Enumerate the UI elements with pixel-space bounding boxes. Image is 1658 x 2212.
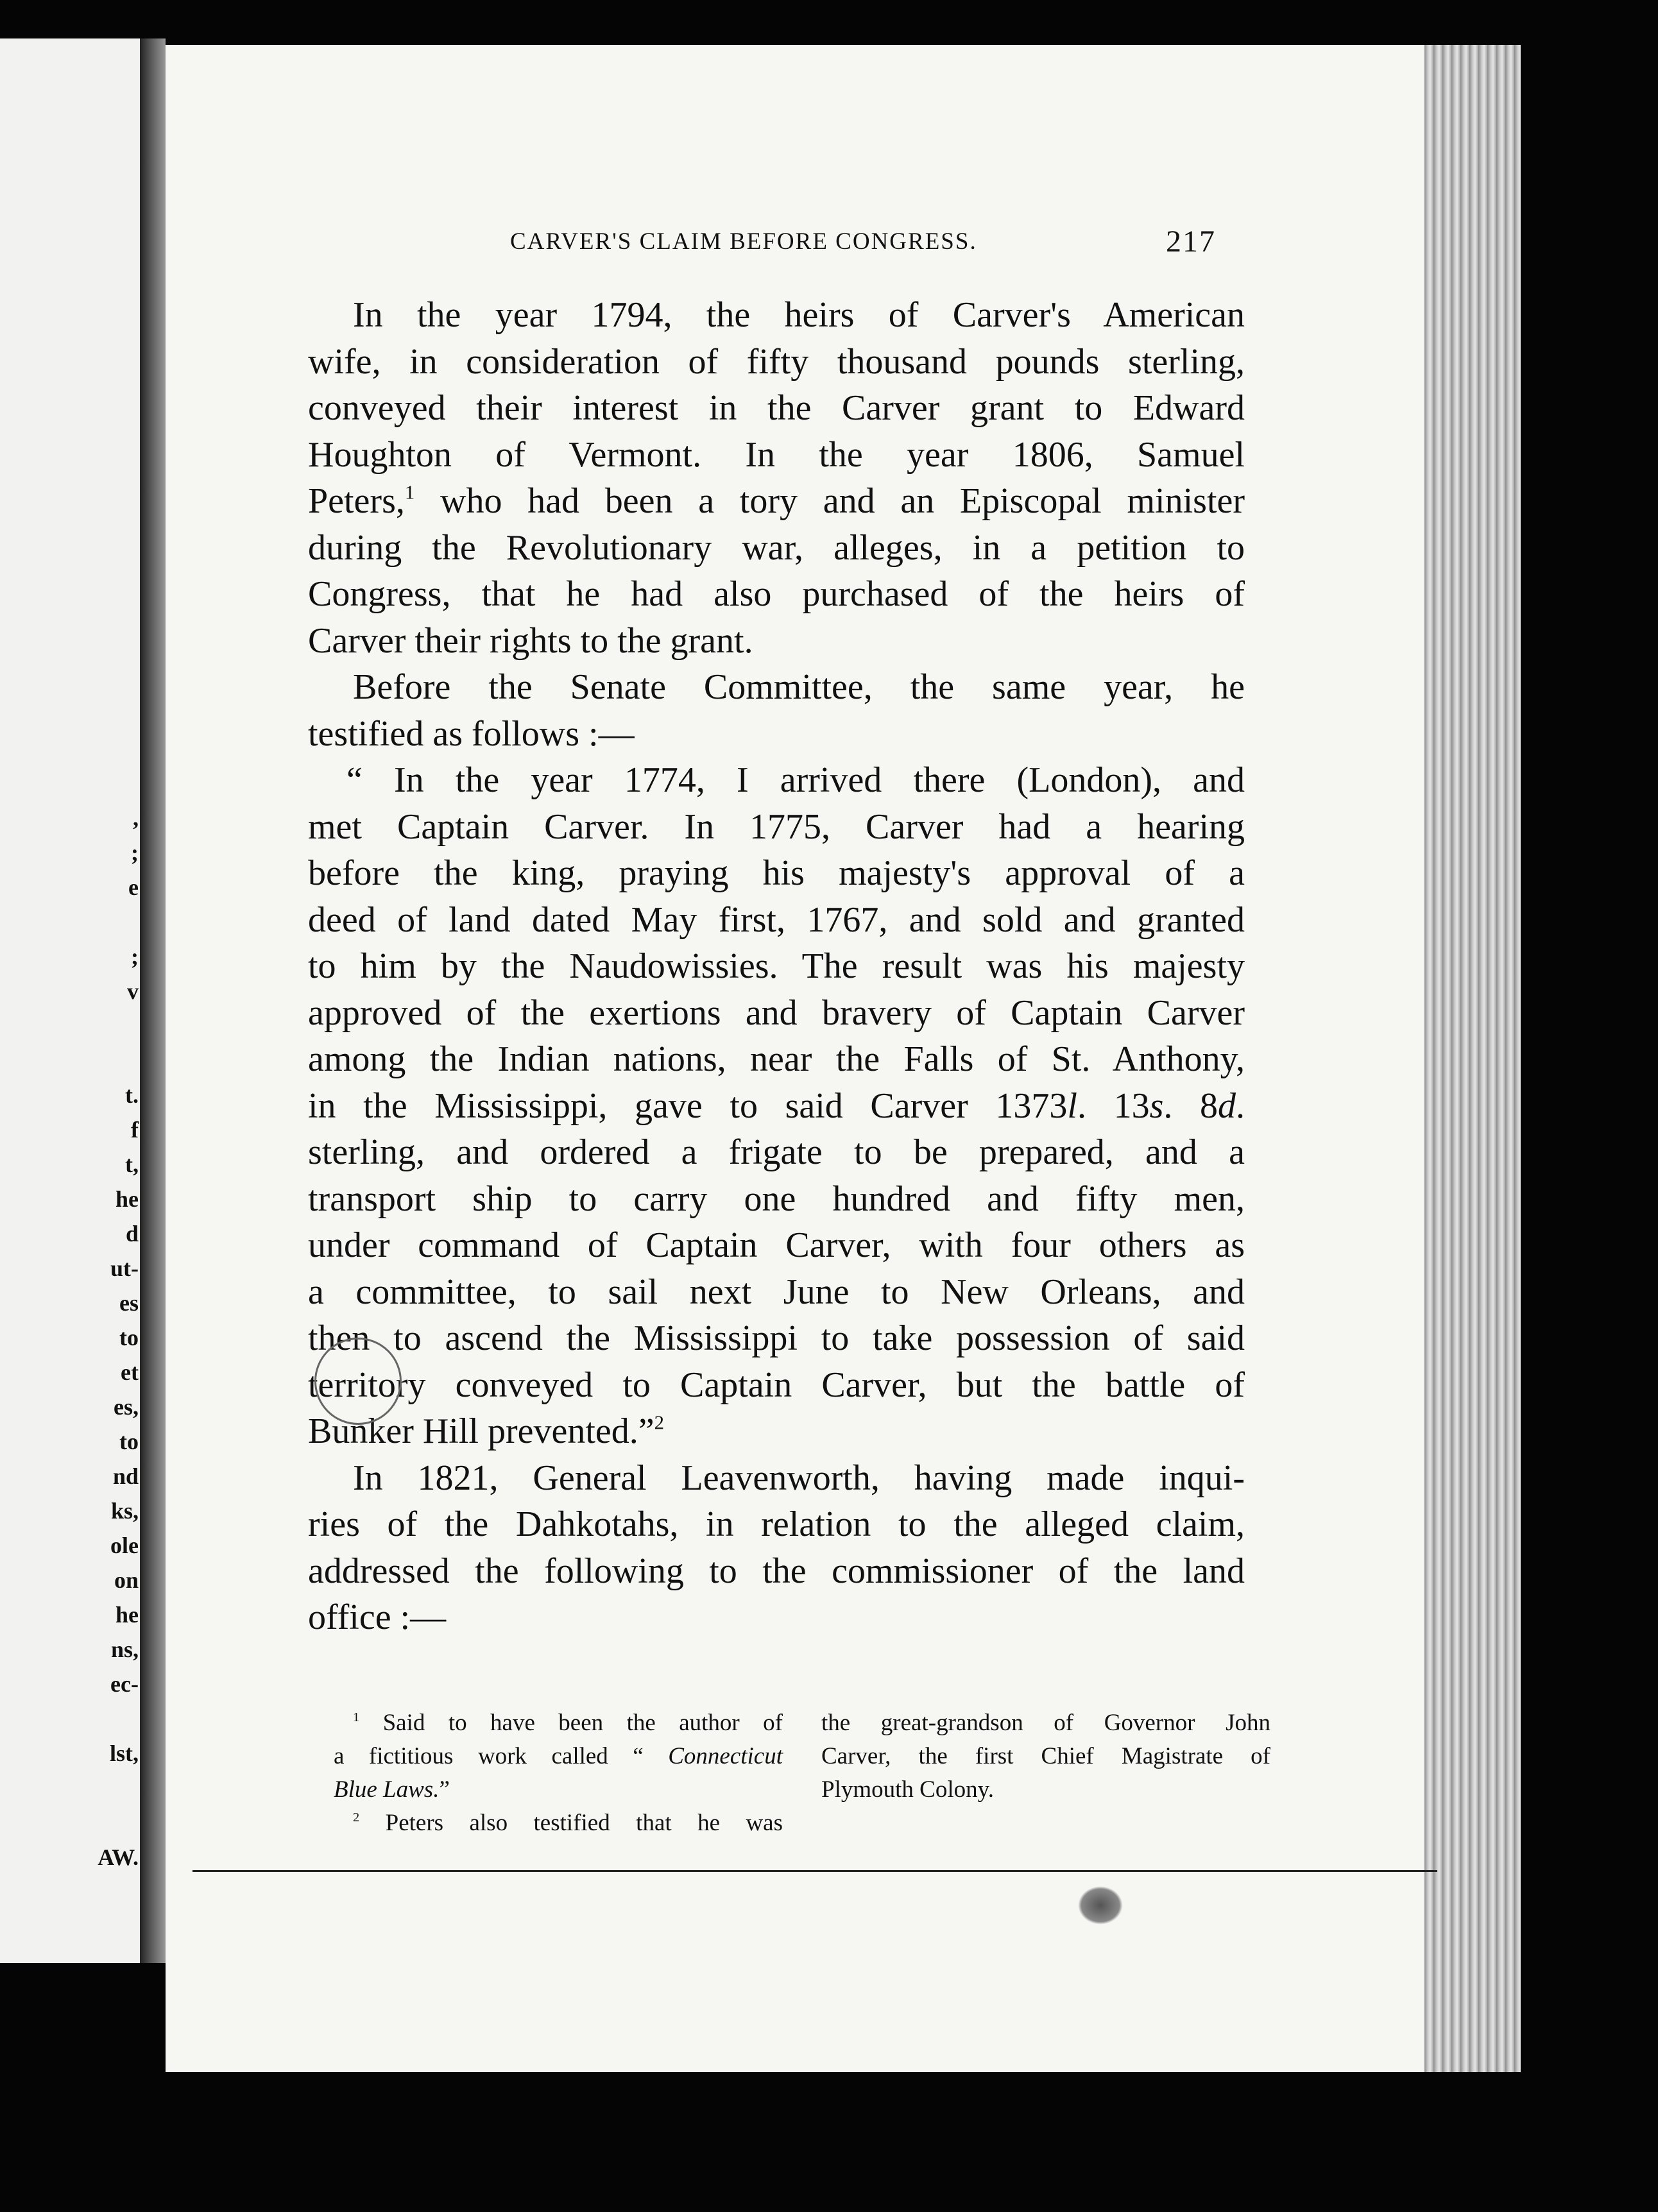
- footnote-line: $^1$ Said to have been the author of: [353, 1710, 783, 1736]
- left-page-fragment-line: [0, 627, 148, 662]
- left-page-fragment-line: ks,: [110, 1498, 139, 1524]
- left-page-fragment-line: [0, 1043, 148, 1078]
- text-line: “ In the year 1774, I arrived there (London), and: [346, 760, 1245, 800]
- text-line: conveyed their interest in the Carver grant to Edward: [308, 388, 1245, 428]
- left-page-fragment-line: [0, 489, 148, 523]
- text-line: then to ascend the Mississippi to take possession of said: [308, 1318, 1245, 1358]
- text-line: testified as follows :—: [308, 713, 635, 754]
- book-gutter: [140, 38, 166, 1963]
- page-header: [346, 225, 1232, 266]
- left-page-fragment-line: ec-: [110, 1671, 139, 1697]
- left-page-fragment-line: [0, 108, 148, 142]
- left-page-fragment-line: [0, 281, 148, 316]
- text-line: sterling, and ordered a frigate to be prepared, and a: [308, 1132, 1245, 1172]
- ink-stain: [1078, 1886, 1123, 1925]
- footnotes: [334, 1706, 1270, 1860]
- left-page-fragment-line: es: [119, 1290, 139, 1316]
- left-page-fragment-line: [0, 1805, 148, 1840]
- text-line: approved of the exertions and bravery of Captain Carver: [308, 992, 1245, 1033]
- left-page-fragment-line: ole: [110, 1533, 139, 1558]
- text-line: during the Revolutionary war, alleges, in a petition to: [308, 527, 1245, 568]
- left-page-fragment-line: [0, 1008, 148, 1043]
- footnote-column-left: [334, 1706, 783, 1840]
- left-page-fragment-line: d: [125, 1221, 139, 1246]
- footnote-line: Plymouth Colony.: [821, 1776, 994, 1803]
- text-line: under command of Captain Carver, with four others as: [308, 1225, 1245, 1265]
- text-line: Houghton of Vermont. In the year 1806, Samuel: [308, 434, 1245, 475]
- text-line: Congress, that he had also purchased of the heirs of: [308, 574, 1245, 614]
- text-line: to him by the Naudowissies. The result was his majesty: [308, 946, 1245, 986]
- left-page-fragment-line: t.: [125, 1082, 139, 1108]
- text-line: Bunker Hill prevented.”$^2$: [308, 1411, 665, 1451]
- left-page-fragment-line: [0, 177, 148, 212]
- left-page-fragment-line: [0, 593, 148, 627]
- left-page-fragment-line: he: [115, 1602, 139, 1628]
- left-page-fragment-line: [0, 142, 148, 177]
- page-bottom-rule: [192, 1870, 1437, 1872]
- left-page-fragment-line: [0, 1771, 148, 1805]
- left-page-fragment-line: AW.: [98, 1844, 139, 1870]
- left-page-fragment-line: [0, 246, 148, 281]
- left-page-fragment-line: ,: [133, 805, 139, 831]
- text-line: territory conveyed to Captain Carver, but the battle of: [308, 1365, 1245, 1405]
- left-page-fragment-line: [0, 662, 148, 697]
- left-page-fragment-line: et: [121, 1359, 139, 1385]
- text-line: transport ship to carry one hundred and fifty men,: [308, 1178, 1245, 1219]
- left-page-fragment-line: e: [128, 874, 139, 900]
- text-line: wife, in consideration of fifty thousand pounds sterling,: [308, 341, 1245, 382]
- left-page-fragment-line: [0, 73, 148, 108]
- footnote-line: the great-grandson of Governor John: [821, 1710, 1270, 1736]
- left-page-fragment-line: he: [115, 1186, 139, 1212]
- ink-ring-mark: [314, 1338, 402, 1425]
- footnote-ref-1: 1: [404, 481, 415, 504]
- left-page-fragment-line: [0, 316, 148, 350]
- left-page-fragment-line: [0, 420, 148, 454]
- text-line: among the Indian nations, near the Falls of St. Anthony,: [308, 1039, 1245, 1079]
- left-page-fragment-line: on: [114, 1567, 139, 1593]
- text-line: before the king, praying his majesty's approval of a: [308, 853, 1245, 893]
- left-page-fragment-line: ;: [131, 840, 139, 865]
- left-page-fragment-line: [0, 454, 148, 489]
- text-line: Before the Senate Committee, the same year, he: [353, 667, 1245, 707]
- page-number: 217: [1166, 225, 1216, 259]
- left-page-fragment-line: f: [131, 1117, 139, 1143]
- left-page-fragment-line: ut-: [110, 1255, 139, 1281]
- left-page-fragment-line: nd: [112, 1463, 139, 1489]
- text-line: deed of land dated May first, 1767, and sold and granted: [308, 899, 1245, 940]
- text-line: Peters,$^1$ who had been a tory and an Episcopal minister: [308, 481, 1245, 521]
- left-page-fragment-line: [0, 523, 148, 558]
- footnote-line: Carver, the first Chief Magistrate of: [821, 1743, 1270, 1769]
- left-page-text-edges: [0, 38, 148, 1875]
- left-page-fragment-line: [0, 766, 148, 801]
- footnote-line: Blue Laws.”: [334, 1776, 450, 1803]
- left-page-fragment-line: es,: [114, 1394, 139, 1420]
- text-line: met Captain Carver. In 1775, Carver had a hearing: [308, 806, 1245, 847]
- text-line: In 1821, General Leavenworth, having made inqui-: [353, 1458, 1245, 1498]
- left-page-fragment-line: ns,: [110, 1637, 139, 1662]
- left-page-fragment-line: lst,: [110, 1740, 139, 1766]
- left-page-fragment-line: [0, 350, 148, 385]
- left-page-fragment: [0, 38, 148, 1963]
- left-page-fragment-line: v: [127, 978, 139, 1004]
- left-page-fragment-line: [0, 212, 148, 246]
- left-page-fragment-line: [0, 38, 148, 73]
- body-text: [308, 292, 1245, 1641]
- page-edges: [1424, 45, 1521, 2072]
- text-line: office :—: [308, 1597, 447, 1637]
- left-page-fragment-line: to: [119, 1429, 139, 1454]
- left-page-fragment-line: ;: [131, 944, 139, 969]
- text-line: Carver their rights to the grant.: [308, 620, 753, 661]
- footnote-ref-2: 2: [654, 1411, 665, 1434]
- footnote-line: $^2$ Peters also testified that he was: [353, 1810, 783, 1836]
- left-page-fragment-line: [0, 905, 148, 939]
- left-page-fragment-line: [0, 385, 148, 420]
- left-page-fragment-line: t,: [125, 1152, 139, 1177]
- left-page-fragment-line: to: [119, 1325, 139, 1350]
- text-line: ries of the Dahkotahs, in relation to the alleged claim,: [308, 1504, 1245, 1544]
- left-page-fragment-line: [0, 558, 148, 593]
- left-page-fragment-line: [0, 731, 148, 766]
- left-page-fragment-line: [0, 1701, 148, 1736]
- running-title: CARVER'S CLAIM BEFORE CONGRESS.: [510, 228, 977, 255]
- text-line: addressed the following to the commissioner of the land: [308, 1551, 1245, 1591]
- text-line: in the Mississippi, gave to said Carver 1373l. 13s. 8d.: [308, 1085, 1245, 1126]
- left-page-fragment-line: [0, 697, 148, 731]
- text-line: In the year 1794, the heirs of Carver's American: [353, 295, 1245, 335]
- footnote-line: a fictitious work called “ Connecticut: [334, 1743, 783, 1769]
- footnote-column-right: [821, 1706, 1270, 1807]
- text-line: a committee, to sail next June to New Orleans, and: [308, 1272, 1245, 1312]
